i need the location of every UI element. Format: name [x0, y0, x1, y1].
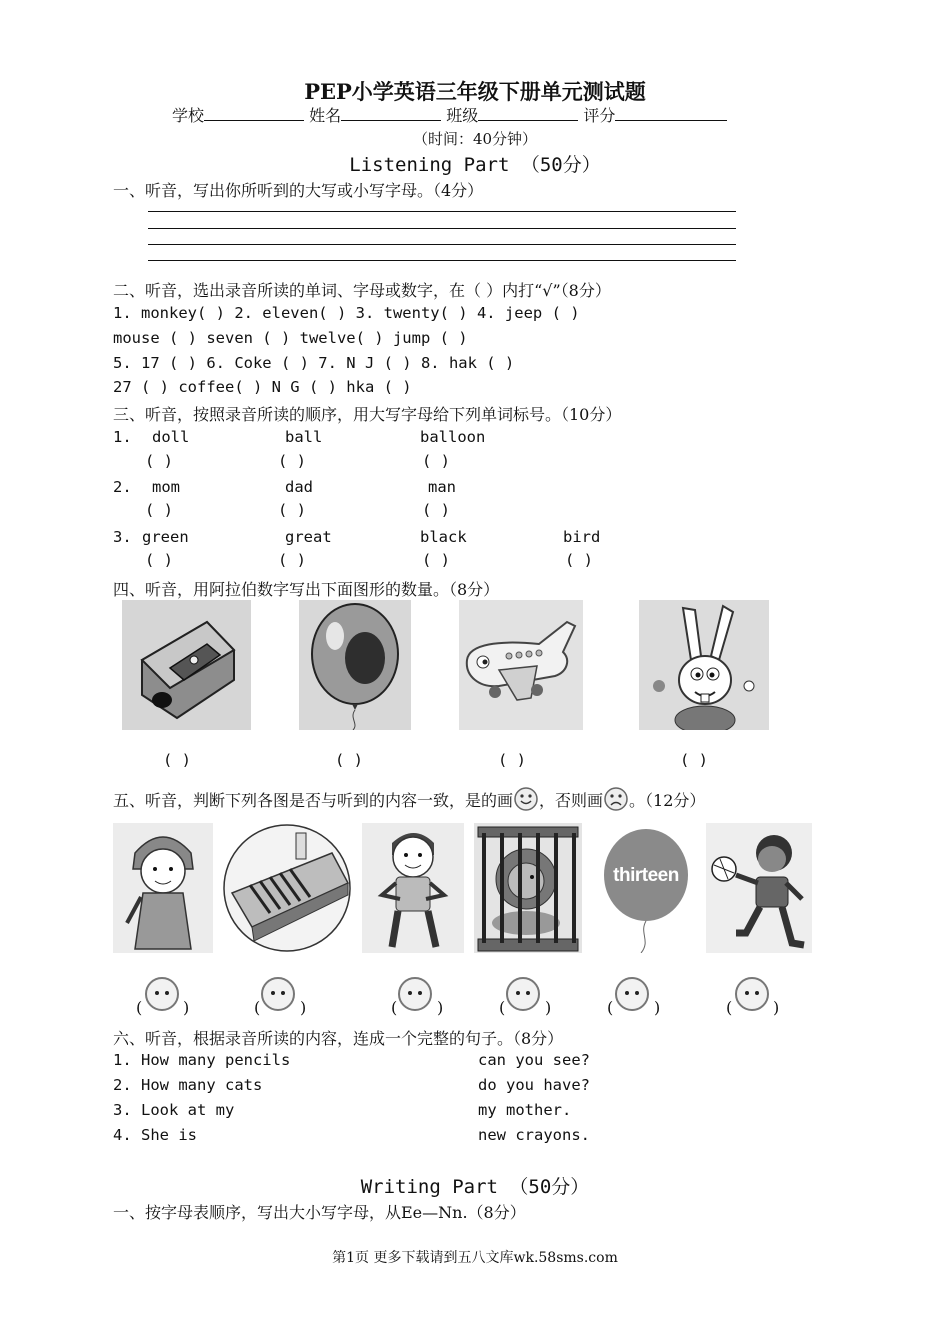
q6-right-3[interactable]: my mother. — [478, 1101, 572, 1119]
balloon-number-text: thirteen — [613, 865, 679, 886]
q6-left-2[interactable]: 2. How many cats — [113, 1076, 263, 1094]
writing-line-3[interactable] — [148, 244, 736, 245]
q2-row-3: 5. 17 ( ) 6. Coke ( ) 7. N J ( ) 8. hak ( ) — [113, 354, 515, 372]
boy-with-ball-picture — [706, 823, 812, 953]
q3-paren[interactable]: ( ) — [278, 501, 306, 519]
q5-paren-left: ( — [254, 998, 261, 1017]
q3-word: mom — [152, 478, 180, 496]
q2-row-1: 1. monkey( ) 2. eleven( ) 3. twenty( ) 4. jeep ( ) — [113, 304, 580, 322]
q5-paren-left: ( — [607, 998, 614, 1017]
q5-paren-left: ( — [499, 998, 506, 1017]
q5-paren-right: ) — [545, 998, 552, 1017]
boy-picture — [362, 823, 464, 953]
thirteen-balloon-picture — [601, 823, 691, 953]
q5-paren-right: ) — [183, 998, 190, 1017]
writing-line-2[interactable] — [148, 228, 736, 229]
q1-text: 一、听音，写出你所听到的大写或小写字母。（4分） — [113, 181, 484, 200]
q5-text-b: ，否则画 — [539, 791, 604, 810]
blank-face-icon[interactable] — [260, 976, 296, 1012]
pencils-icon — [222, 823, 352, 953]
class-label: 班级 — [446, 106, 479, 125]
q5-paren-left: ( — [136, 998, 143, 1017]
pencil-sharpener-icon — [122, 600, 251, 730]
rabbit-icon — [639, 600, 769, 730]
q6-left-3[interactable]: 3. Look at my — [113, 1101, 235, 1119]
q3-num-1: 1. — [113, 428, 132, 446]
q5-text — [113, 786, 705, 812]
q4-paren[interactable]: ( ) — [335, 751, 363, 769]
q5-paren-left: ( — [391, 998, 398, 1017]
q2-row-2: mouse ( ) seven ( ) twelve( ) jump ( ) — [113, 329, 468, 347]
q3-text: 三、听音，按照录音所读的顺序，用大写字母给下列单词标号。（10分） — [113, 405, 622, 424]
q5-paren-right: ) — [654, 998, 661, 1017]
q6-left-1[interactable]: 1. How many pencils — [113, 1051, 291, 1069]
balloon-picture — [299, 600, 411, 730]
writing-line-4[interactable] — [148, 260, 736, 261]
q4-paren[interactable]: ( ) — [163, 751, 191, 769]
q6-right-2[interactable]: do you have? — [478, 1076, 590, 1094]
class-blank[interactable] — [478, 106, 578, 121]
rabbit-picture — [639, 600, 769, 730]
q3-word: balloon — [420, 428, 486, 446]
balloon-icon — [299, 600, 411, 730]
q6-right-4[interactable]: new crayons. — [478, 1126, 590, 1144]
ball-boy-icon — [706, 823, 812, 953]
q3-paren[interactable]: ( ) — [422, 551, 450, 569]
q5-paren-right: ) — [773, 998, 780, 1017]
q3-word: green — [142, 528, 189, 546]
q6-left-4[interactable]: 4. She is — [113, 1126, 197, 1144]
q3-paren[interactable]: ( ) — [278, 452, 306, 470]
girl-icon — [113, 823, 213, 953]
lion-in-cage-picture — [474, 823, 582, 953]
w1-text: 一、按字母表顺序，写出大小写字母，从Ee—Nn.（8分） — [113, 1203, 526, 1222]
q2-text: 二、听音，选出录音所读的单词、字母或数字，在（ ）内打“√”（8分） — [113, 281, 611, 300]
pencil-sharpener-picture — [122, 600, 251, 730]
q6-right-1[interactable]: can you see? — [478, 1051, 590, 1069]
number-balloon-icon — [601, 823, 691, 953]
boy-icon — [362, 823, 464, 953]
score-blank[interactable] — [615, 106, 727, 121]
q5-text-c: 。（12分） — [629, 791, 706, 810]
smile-face-icon — [513, 786, 539, 812]
q4-paren[interactable]: ( ) — [498, 751, 526, 769]
q5-text-a: 五、听音，判断下列各图是否与听到的内容一致，是的画 — [113, 791, 514, 810]
blank-face-icon[interactable] — [734, 976, 770, 1012]
blank-face-icon[interactable] — [505, 976, 541, 1012]
q3-paren[interactable]: ( ) — [422, 501, 450, 519]
blank-face-icon[interactable] — [397, 976, 433, 1012]
q3-word: doll — [152, 428, 190, 446]
writing-title: Writing Part （50分） — [360, 1176, 590, 1198]
page-title: PEP小学英语三年级下册单元测试题 — [304, 79, 646, 104]
blank-face-icon[interactable] — [144, 976, 180, 1012]
time-note: （时间：40分钟） — [412, 130, 538, 148]
q6-text: 六、听音，根据录音所读的内容，连成一个完整的句子。（8分） — [113, 1029, 564, 1048]
listening-title: Listening Part （50分） — [349, 154, 601, 176]
q3-word: man — [428, 478, 456, 496]
q2-row-4: 27 ( ) coffee( ) N G ( ) hka ( ) — [113, 378, 412, 396]
q3-word: ball — [285, 428, 323, 446]
info-line — [172, 103, 727, 126]
q3-word: great — [285, 528, 332, 546]
q3-word: bird — [563, 528, 601, 546]
airplane-picture — [459, 600, 583, 730]
q3-paren[interactable]: ( ) — [145, 501, 173, 519]
q3-paren[interactable]: ( ) — [145, 452, 173, 470]
q3-paren[interactable]: ( ) — [565, 551, 593, 569]
q5-paren-left: ( — [726, 998, 733, 1017]
q3-num-2: 2. — [113, 478, 132, 496]
writing-line-1[interactable] — [148, 211, 736, 212]
q4-paren[interactable]: ( ) — [680, 751, 708, 769]
lion-cage-icon — [474, 823, 582, 953]
q3-word: black — [420, 528, 467, 546]
sad-face-icon — [603, 786, 629, 812]
score-label: 评分 — [583, 106, 616, 125]
q5-paren-right: ) — [300, 998, 307, 1017]
q3-num-3: 3. — [113, 528, 132, 546]
school-label: 学校 — [172, 106, 205, 125]
airplane-icon — [459, 600, 583, 730]
q3-paren[interactable]: ( ) — [278, 551, 306, 569]
pencils-on-desk-picture — [222, 823, 352, 953]
q4-text: 四、听音，用阿拉伯数字写出下面图形的数量。（8分） — [113, 580, 500, 599]
name-blank[interactable] — [341, 106, 441, 121]
q3-paren[interactable]: ( ) — [145, 551, 173, 569]
page-footer: 第1页 更多下载请到五八文库wk.58sms.com — [332, 1250, 618, 1266]
blank-face-icon[interactable] — [614, 976, 650, 1012]
q5-paren-right: ) — [437, 998, 444, 1017]
name-label: 姓名 — [309, 106, 342, 125]
school-blank[interactable] — [204, 106, 304, 121]
q3-word: dad — [285, 478, 313, 496]
q3-paren[interactable]: ( ) — [422, 452, 450, 470]
girl-picture — [113, 823, 213, 953]
